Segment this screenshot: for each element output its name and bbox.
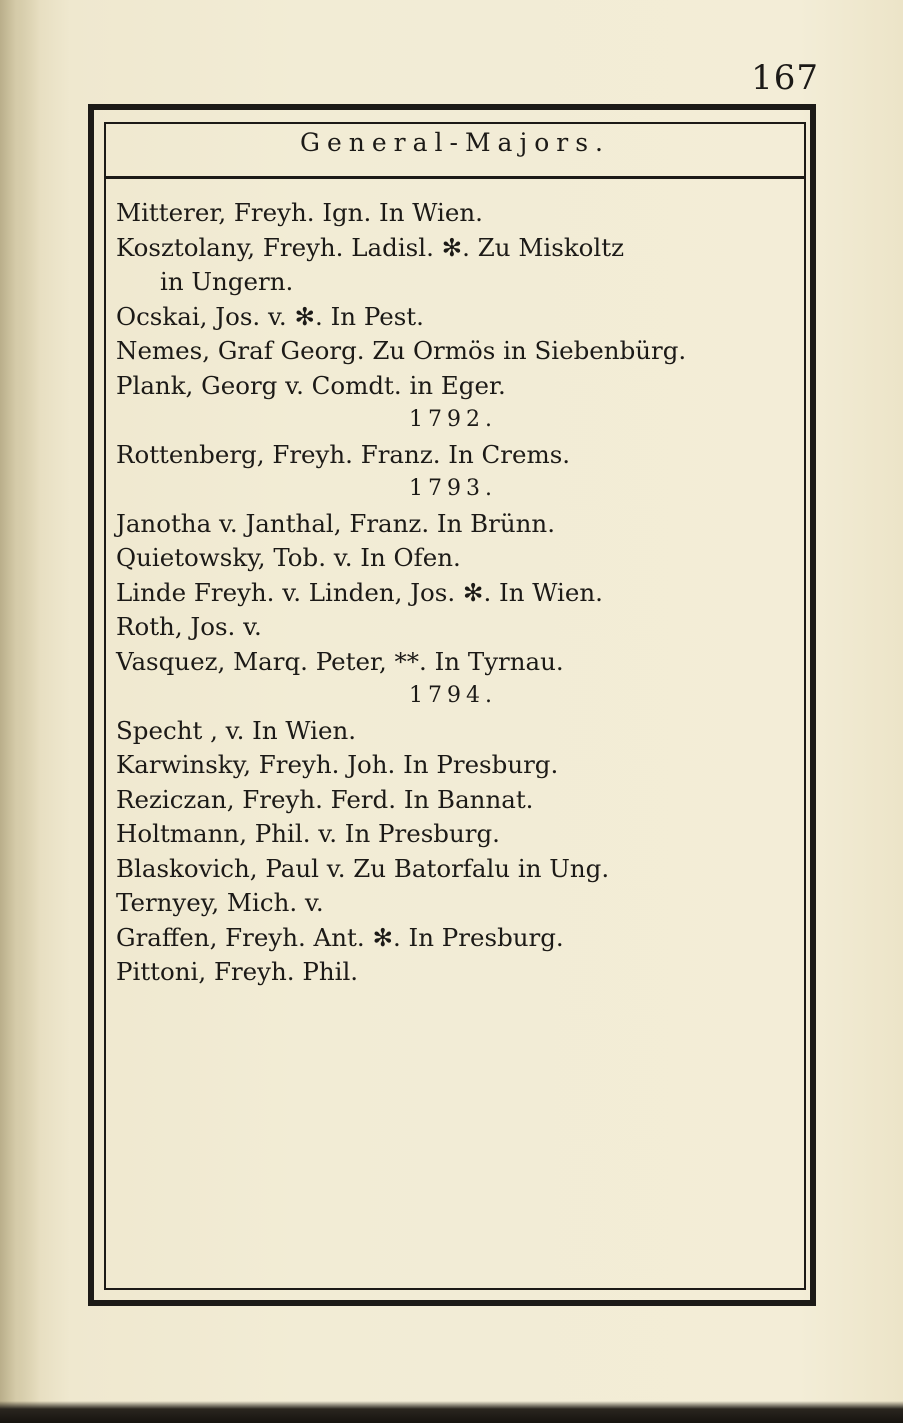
list-item: Specht , v. In Wien. (116, 715, 357, 745)
list-item: Roth, Jos. v. (116, 612, 262, 641)
list-item: Linde Freyh. v. Linden, Jos. ✻. In Wien. (116, 577, 603, 607)
list-item: Ocskai, Jos. v. ✻. In Pest. (116, 301, 424, 331)
list-item: Rottenberg, Freyh. Franz. In Crems. (116, 439, 571, 469)
list-item: Vasquez, Marq. Peter, **. In Tyrnau. (116, 646, 564, 676)
list-item: Graffen, Freyh. Ant. ✻. In Presburg. (116, 922, 564, 952)
year-heading: 1793. (409, 476, 497, 501)
list-item: Karwinsky, Freyh. Joh. In Presburg. (116, 750, 559, 779)
list-item: Plank, Georg v. Comdt. in Eger. (116, 370, 506, 400)
list-item: Ternyey, Mich. v. (116, 888, 324, 917)
list-item: Janotha v. Janthal, Franz. In Brünn. (116, 508, 556, 538)
list-item: Holtmann, Phil. v. In Presburg. (116, 819, 500, 848)
year-heading: 1794. (409, 683, 497, 708)
year-heading: 1792. (409, 407, 497, 432)
page-fold-shadow (0, 0, 40, 1423)
list-item: Quietowsky, Tob. v. In Ofen. (116, 543, 461, 572)
section-title: General-Majors. (300, 128, 610, 157)
list-item-continuation: in Ungern. (160, 267, 294, 296)
list-item: Reziczan, Freyh. Ferd. In Bannat. (116, 784, 534, 814)
list-item: Nemes, Graf Georg. Zu Ormös in Siebenbürg. (116, 336, 687, 365)
list-item: Pittoni, Freyh. Phil. (116, 957, 359, 986)
list-item: Mitterer, Freyh. Ign. In Wien. (116, 198, 483, 227)
title-divider (106, 176, 804, 179)
officer-list (116, 196, 806, 990)
page-number: 167 (751, 58, 819, 98)
page-bottom-edge (0, 1401, 903, 1423)
list-item: Blaskovich, Paul v. Zu Batorfalu in Ung. (116, 853, 610, 883)
list-item: Kosztolany, Freyh. Ladisl. ✻. Zu Miskoltz (116, 232, 625, 262)
